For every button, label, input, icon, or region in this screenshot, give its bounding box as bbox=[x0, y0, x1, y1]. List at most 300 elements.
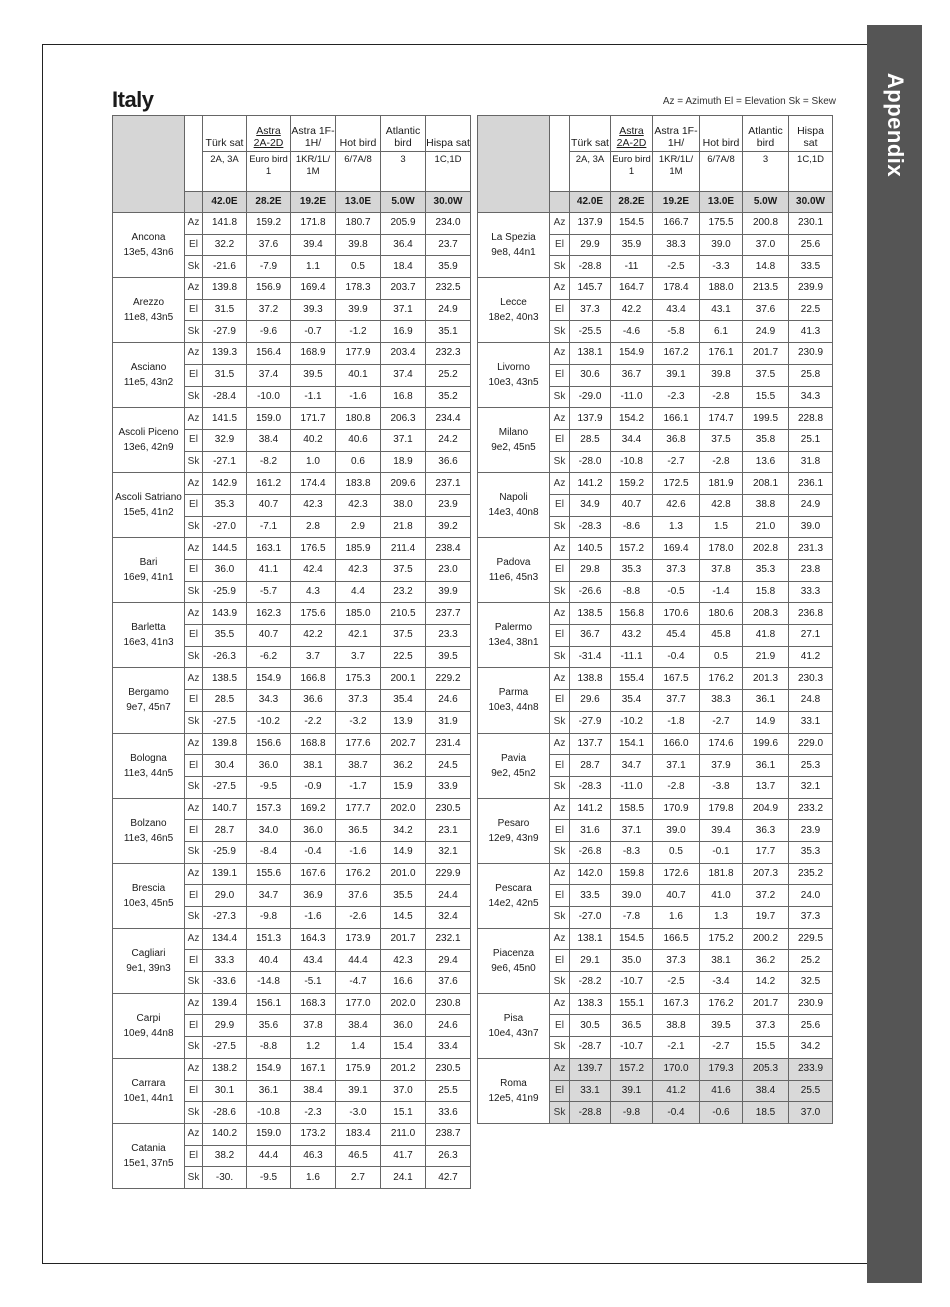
value-cell: 33.6 bbox=[426, 1102, 471, 1124]
value-cell: 209.6 bbox=[381, 473, 426, 495]
table-row bbox=[478, 603, 833, 625]
value-cell: 32.4 bbox=[426, 907, 471, 929]
right-satellite-table bbox=[477, 115, 833, 1124]
value-cell: 35.5 bbox=[203, 625, 247, 647]
param-label: Az bbox=[550, 798, 570, 820]
value-cell: 140.2 bbox=[203, 1123, 247, 1145]
value-cell: 38.3 bbox=[700, 690, 743, 712]
city-cell bbox=[113, 473, 185, 538]
orbital-position: 5.0W bbox=[743, 192, 789, 213]
value-cell: 16.9 bbox=[381, 321, 426, 343]
city-coords: 13e4, 38n1 bbox=[488, 637, 539, 649]
value-cell: -0.9 bbox=[291, 776, 336, 798]
city-name: Ancona bbox=[131, 232, 166, 244]
param-label: Az bbox=[185, 993, 203, 1015]
value-cell: 33.1 bbox=[789, 711, 833, 733]
param-label: Sk bbox=[550, 451, 570, 473]
value-cell: 2.7 bbox=[336, 1167, 381, 1189]
value-cell: 40.6 bbox=[336, 429, 381, 451]
value-cell: -11.1 bbox=[611, 646, 653, 668]
value-cell: 211.0 bbox=[381, 1123, 426, 1145]
value-cell: 24.9 bbox=[743, 321, 789, 343]
value-cell: 21.8 bbox=[381, 516, 426, 538]
value-cell: 42.3 bbox=[291, 494, 336, 516]
value-cell: -11.0 bbox=[611, 386, 653, 408]
value-cell: 18.5 bbox=[743, 1102, 789, 1124]
value-cell: 39.5 bbox=[426, 646, 471, 668]
value-cell: 25.6 bbox=[789, 1015, 833, 1037]
city-coords: 11e8, 43n5 bbox=[123, 312, 174, 324]
param-label: Sk bbox=[185, 1167, 203, 1189]
value-cell: 202.7 bbox=[381, 733, 426, 755]
value-cell: 239.9 bbox=[789, 278, 833, 300]
value-cell: -1.1 bbox=[291, 386, 336, 408]
value-cell: 134.4 bbox=[203, 928, 247, 950]
value-cell: 139.3 bbox=[203, 343, 247, 365]
city-coords: 10e3, 44n8 bbox=[488, 702, 539, 714]
satellite-subname: 2A, 3A bbox=[570, 152, 611, 192]
value-cell: 230.9 bbox=[789, 993, 833, 1015]
city-name: Carpi bbox=[136, 1012, 161, 1024]
city-cell bbox=[113, 668, 185, 733]
value-cell: 35.8 bbox=[743, 429, 789, 451]
city-coords: 13e5, 43n6 bbox=[123, 247, 174, 259]
value-cell: 1.1 bbox=[291, 256, 336, 278]
city-name: Ascoli Piceno bbox=[118, 427, 179, 439]
value-cell: 230.9 bbox=[789, 343, 833, 365]
value-cell: 33.3 bbox=[789, 581, 833, 603]
city-cell bbox=[478, 538, 550, 603]
city-cell bbox=[113, 1123, 185, 1188]
value-cell: 42.1 bbox=[336, 625, 381, 647]
value-cell: -4.7 bbox=[336, 972, 381, 994]
value-cell: 37.6 bbox=[743, 299, 789, 321]
value-cell: 39.4 bbox=[291, 234, 336, 256]
param-label: Az bbox=[185, 798, 203, 820]
city-cell bbox=[478, 863, 550, 928]
value-cell: 36.0 bbox=[247, 755, 291, 777]
value-cell: 168.8 bbox=[291, 733, 336, 755]
value-cell: 155.6 bbox=[247, 863, 291, 885]
value-cell: 26.3 bbox=[426, 1145, 471, 1167]
value-cell: -28.7 bbox=[570, 1037, 611, 1059]
param-label: El bbox=[185, 560, 203, 582]
value-cell: 34.4 bbox=[611, 429, 653, 451]
satellite-subname: 1KR/1L/ 1M bbox=[653, 152, 700, 192]
value-cell: 41.2 bbox=[789, 646, 833, 668]
value-cell: 28.5 bbox=[203, 690, 247, 712]
value-cell: 38.8 bbox=[743, 494, 789, 516]
value-cell: -27.5 bbox=[203, 776, 247, 798]
value-cell: 14.9 bbox=[743, 711, 789, 733]
param-label: Sk bbox=[550, 321, 570, 343]
param-label: Az bbox=[185, 538, 203, 560]
value-cell: 139.7 bbox=[570, 1058, 611, 1080]
value-cell: 38.4 bbox=[291, 1080, 336, 1102]
value-cell: 31.9 bbox=[426, 711, 471, 733]
city-name: Bolzano bbox=[130, 817, 167, 829]
value-cell: 156.8 bbox=[611, 603, 653, 625]
value-cell: 1.3 bbox=[700, 907, 743, 929]
value-cell: 229.5 bbox=[789, 928, 833, 950]
value-cell: -5.7 bbox=[247, 581, 291, 603]
value-cell: 176.2 bbox=[700, 993, 743, 1015]
table-row bbox=[478, 213, 833, 235]
value-cell: 33.1 bbox=[570, 1080, 611, 1102]
satellite-name: Hispa sat bbox=[789, 116, 833, 152]
table-row bbox=[113, 473, 471, 495]
param-label: El bbox=[185, 950, 203, 972]
value-cell: 36.0 bbox=[381, 1015, 426, 1037]
satellite-subname: 1C,1D bbox=[426, 152, 471, 192]
value-cell: 41.8 bbox=[743, 625, 789, 647]
param-label: Sk bbox=[550, 776, 570, 798]
value-cell: 141.8 bbox=[203, 213, 247, 235]
orbital-position: 28.2E bbox=[611, 192, 653, 213]
table-row bbox=[113, 603, 471, 625]
value-cell: 1.3 bbox=[653, 516, 700, 538]
satellite-subname: 3 bbox=[381, 152, 426, 192]
orbital-position: 30.0W bbox=[426, 192, 471, 213]
value-cell: 36.1 bbox=[247, 1080, 291, 1102]
value-cell: -3.3 bbox=[700, 256, 743, 278]
value-cell: -2.5 bbox=[653, 972, 700, 994]
value-cell: 42.8 bbox=[700, 494, 743, 516]
value-cell: 176.1 bbox=[700, 343, 743, 365]
value-cell: 34.2 bbox=[381, 820, 426, 842]
value-cell: 35.3 bbox=[203, 494, 247, 516]
value-cell: 154.5 bbox=[611, 928, 653, 950]
value-cell: 178.3 bbox=[336, 278, 381, 300]
value-cell: 237.7 bbox=[426, 603, 471, 625]
value-cell: 156.9 bbox=[247, 278, 291, 300]
value-cell: 37.2 bbox=[247, 299, 291, 321]
value-cell: 25.5 bbox=[426, 1080, 471, 1102]
value-cell: 39.0 bbox=[611, 885, 653, 907]
city-coords: 14e2, 42n5 bbox=[488, 897, 539, 909]
orbital-position: 42.0E bbox=[203, 192, 247, 213]
value-cell: 229.0 bbox=[789, 733, 833, 755]
value-cell: 38.7 bbox=[336, 755, 381, 777]
city-name: Asciano bbox=[130, 362, 167, 374]
param-label: Az bbox=[185, 1058, 203, 1080]
value-cell: 28.5 bbox=[570, 429, 611, 451]
value-cell: -0.1 bbox=[700, 841, 743, 863]
value-cell: 156.4 bbox=[247, 343, 291, 365]
value-cell: 31.8 bbox=[789, 451, 833, 473]
value-cell: 32.5 bbox=[789, 972, 833, 994]
value-cell: 183.4 bbox=[336, 1123, 381, 1145]
value-cell: 38.1 bbox=[291, 755, 336, 777]
value-cell: 181.9 bbox=[700, 473, 743, 495]
value-cell: -3.2 bbox=[336, 711, 381, 733]
value-cell: 29.0 bbox=[203, 885, 247, 907]
value-cell: 175.5 bbox=[700, 213, 743, 235]
city-name: Bari bbox=[139, 557, 158, 569]
value-cell: 168.3 bbox=[291, 993, 336, 1015]
value-cell: 235.2 bbox=[789, 863, 833, 885]
value-cell: -30. bbox=[203, 1167, 247, 1189]
city-coords: 12e9, 43n9 bbox=[488, 832, 539, 844]
value-cell: -4.6 bbox=[611, 321, 653, 343]
value-cell: 177.6 bbox=[336, 733, 381, 755]
value-cell: -8.8 bbox=[611, 581, 653, 603]
value-cell: 35.3 bbox=[611, 560, 653, 582]
param-label: El bbox=[550, 429, 570, 451]
value-cell: -8.4 bbox=[247, 841, 291, 863]
city-name: Bologna bbox=[130, 752, 167, 764]
value-cell: 35.9 bbox=[611, 234, 653, 256]
value-cell: 137.7 bbox=[570, 733, 611, 755]
value-cell: 1.5 bbox=[700, 516, 743, 538]
value-cell: 32.9 bbox=[203, 429, 247, 451]
value-cell: 1.0 bbox=[291, 451, 336, 473]
value-cell: 151.3 bbox=[247, 928, 291, 950]
value-cell: 1.4 bbox=[336, 1037, 381, 1059]
value-cell: -0.4 bbox=[653, 646, 700, 668]
value-cell: 19.7 bbox=[743, 907, 789, 929]
value-cell: 138.8 bbox=[570, 668, 611, 690]
param-label: Az bbox=[185, 603, 203, 625]
value-cell: -10.2 bbox=[611, 711, 653, 733]
satellite-subname: 2A, 3A bbox=[203, 152, 247, 192]
value-cell: -27.0 bbox=[203, 516, 247, 538]
value-cell: 37.6 bbox=[247, 234, 291, 256]
value-cell: -2.6 bbox=[336, 907, 381, 929]
value-cell: 208.3 bbox=[743, 603, 789, 625]
value-cell: 34.7 bbox=[247, 885, 291, 907]
city-name: Barletta bbox=[131, 622, 166, 634]
value-cell: 170.9 bbox=[653, 798, 700, 820]
value-cell: 180.6 bbox=[700, 603, 743, 625]
value-cell: 138.1 bbox=[570, 928, 611, 950]
value-cell: 199.5 bbox=[743, 408, 789, 430]
value-cell: 40.7 bbox=[247, 625, 291, 647]
value-cell: 35.3 bbox=[743, 560, 789, 582]
city-cell bbox=[478, 928, 550, 993]
value-cell: 157.2 bbox=[611, 538, 653, 560]
value-cell: -1.2 bbox=[336, 321, 381, 343]
param-label: El bbox=[185, 690, 203, 712]
value-cell: -28.6 bbox=[203, 1102, 247, 1124]
city-cell bbox=[478, 798, 550, 863]
value-cell: 36.9 bbox=[291, 885, 336, 907]
value-cell: 140.7 bbox=[203, 798, 247, 820]
table-row bbox=[478, 863, 833, 885]
value-cell: 37.4 bbox=[381, 364, 426, 386]
param-label: El bbox=[550, 755, 570, 777]
value-cell: 166.0 bbox=[653, 733, 700, 755]
param-label: Az bbox=[185, 473, 203, 495]
param-label: El bbox=[185, 494, 203, 516]
value-cell: -10.7 bbox=[611, 1037, 653, 1059]
satellite-name: Astra 1F-1H/ bbox=[291, 116, 336, 152]
value-cell: 139.4 bbox=[203, 993, 247, 1015]
value-cell: 141.2 bbox=[570, 473, 611, 495]
value-cell: 38.4 bbox=[743, 1080, 789, 1102]
value-cell: 143.9 bbox=[203, 603, 247, 625]
value-cell: -25.9 bbox=[203, 581, 247, 603]
city-cell bbox=[113, 798, 185, 863]
value-cell: 24.6 bbox=[426, 1015, 471, 1037]
param-header-cell bbox=[185, 116, 203, 192]
value-cell: 171.8 bbox=[291, 213, 336, 235]
value-cell: -1.7 bbox=[336, 776, 381, 798]
value-cell: 37.5 bbox=[381, 625, 426, 647]
orbital-position: 30.0W bbox=[789, 192, 833, 213]
value-cell: 40.7 bbox=[653, 885, 700, 907]
value-cell: 32.1 bbox=[789, 776, 833, 798]
value-cell: 41.2 bbox=[653, 1080, 700, 1102]
value-cell: 34.3 bbox=[247, 690, 291, 712]
city-cell bbox=[478, 408, 550, 473]
city-cell bbox=[113, 1058, 185, 1123]
value-cell: 176.2 bbox=[700, 668, 743, 690]
value-cell: 232.3 bbox=[426, 343, 471, 365]
city-cell bbox=[478, 603, 550, 668]
table-row bbox=[478, 928, 833, 950]
value-cell: 166.1 bbox=[653, 408, 700, 430]
satellite-name: Astra 2A-2D bbox=[247, 116, 291, 152]
value-cell: 234.4 bbox=[426, 408, 471, 430]
satellite-subname: 1C,1D bbox=[789, 152, 833, 192]
value-cell: 42.7 bbox=[426, 1167, 471, 1189]
param-label: Sk bbox=[185, 516, 203, 538]
value-cell: 35.1 bbox=[426, 321, 471, 343]
satellite-subname: Euro bird 1 bbox=[611, 152, 653, 192]
param-label: Sk bbox=[185, 646, 203, 668]
city-name: Carrara bbox=[131, 1077, 166, 1089]
value-cell: 177.9 bbox=[336, 343, 381, 365]
city-cell bbox=[478, 733, 550, 798]
value-cell: 202.0 bbox=[381, 993, 426, 1015]
param-label: Sk bbox=[185, 776, 203, 798]
page-title: Italy bbox=[112, 87, 154, 112]
value-cell: 179.8 bbox=[700, 798, 743, 820]
value-cell: 37.1 bbox=[381, 299, 426, 321]
value-cell: 31.5 bbox=[203, 364, 247, 386]
param-label: Az bbox=[185, 733, 203, 755]
value-cell: 154.9 bbox=[247, 1058, 291, 1080]
value-cell: 15.5 bbox=[743, 386, 789, 408]
value-cell: -9.6 bbox=[247, 321, 291, 343]
value-cell: 176.5 bbox=[291, 538, 336, 560]
param-label: Sk bbox=[185, 256, 203, 278]
value-cell: 36.1 bbox=[743, 690, 789, 712]
value-cell: 42.3 bbox=[336, 494, 381, 516]
table-row bbox=[478, 538, 833, 560]
value-cell: 2.8 bbox=[291, 516, 336, 538]
value-cell: -28.3 bbox=[570, 776, 611, 798]
value-cell: 236.1 bbox=[789, 473, 833, 495]
value-cell: 29.9 bbox=[203, 1015, 247, 1037]
value-cell: 35.5 bbox=[381, 885, 426, 907]
value-cell: 137.9 bbox=[570, 213, 611, 235]
city-cell bbox=[113, 993, 185, 1058]
table-row bbox=[113, 668, 471, 690]
value-cell: 22.5 bbox=[381, 646, 426, 668]
value-cell: 39.5 bbox=[291, 364, 336, 386]
satellite-name: Hot bird bbox=[336, 116, 381, 152]
value-cell: 164.3 bbox=[291, 928, 336, 950]
value-cell: -2.8 bbox=[653, 776, 700, 798]
param-label: Sk bbox=[550, 1102, 570, 1124]
value-cell: 39.8 bbox=[700, 364, 743, 386]
value-cell: 39.9 bbox=[426, 581, 471, 603]
value-cell: 33.4 bbox=[426, 1037, 471, 1059]
value-cell: 37.4 bbox=[247, 364, 291, 386]
value-cell: -28.2 bbox=[570, 972, 611, 994]
value-cell: 177.7 bbox=[336, 798, 381, 820]
appendix-side-label bbox=[867, 30, 922, 220]
value-cell: 156.1 bbox=[247, 993, 291, 1015]
value-cell: 202.0 bbox=[381, 798, 426, 820]
param-label: Sk bbox=[550, 841, 570, 863]
value-cell: 30.5 bbox=[570, 1015, 611, 1037]
param-label: Sk bbox=[550, 646, 570, 668]
param-label: Sk bbox=[185, 1037, 203, 1059]
value-cell: 138.3 bbox=[570, 993, 611, 1015]
param-label: Sk bbox=[550, 516, 570, 538]
param-label: El bbox=[185, 885, 203, 907]
value-cell: 43.1 bbox=[700, 299, 743, 321]
value-cell: 233.2 bbox=[789, 798, 833, 820]
value-cell: 25.6 bbox=[789, 234, 833, 256]
satellite-name: Atlantic bird bbox=[743, 116, 789, 152]
value-cell: 170.6 bbox=[653, 603, 700, 625]
city-name: Parma bbox=[498, 687, 529, 699]
city-name: Brescia bbox=[131, 882, 166, 894]
value-cell: 15.8 bbox=[743, 581, 789, 603]
param-label: Sk bbox=[185, 581, 203, 603]
value-cell: 229.2 bbox=[426, 668, 471, 690]
value-cell: 29.8 bbox=[570, 560, 611, 582]
value-cell: -0.4 bbox=[291, 841, 336, 863]
value-cell: -1.6 bbox=[336, 841, 381, 863]
value-cell: 173.2 bbox=[291, 1123, 336, 1145]
value-cell: -27.3 bbox=[203, 907, 247, 929]
value-cell: 40.7 bbox=[247, 494, 291, 516]
value-cell: 201.7 bbox=[743, 343, 789, 365]
param-label: Az bbox=[550, 928, 570, 950]
value-cell: 140.5 bbox=[570, 538, 611, 560]
param-label: Sk bbox=[185, 386, 203, 408]
city-cell bbox=[113, 213, 185, 278]
param-label: Sk bbox=[185, 711, 203, 733]
value-cell: 180.8 bbox=[336, 408, 381, 430]
value-cell: 38.2 bbox=[203, 1145, 247, 1167]
value-cell: 24.0 bbox=[789, 885, 833, 907]
value-cell: 36.5 bbox=[336, 820, 381, 842]
value-cell: 36.7 bbox=[611, 364, 653, 386]
value-cell: 174.6 bbox=[700, 733, 743, 755]
table-row bbox=[478, 798, 833, 820]
value-cell: 183.8 bbox=[336, 473, 381, 495]
city-name: Livorno bbox=[497, 362, 530, 374]
satellite-name: Türk sat bbox=[570, 116, 611, 152]
value-cell: 173.9 bbox=[336, 928, 381, 950]
value-cell: 37.8 bbox=[700, 560, 743, 582]
value-cell: 203.4 bbox=[381, 343, 426, 365]
value-cell: 36.3 bbox=[743, 820, 789, 842]
value-cell: -10.0 bbox=[247, 386, 291, 408]
value-cell: 154.5 bbox=[611, 213, 653, 235]
value-cell: -10.8 bbox=[611, 451, 653, 473]
param-label: Az bbox=[185, 408, 203, 430]
value-cell: 46.5 bbox=[336, 1145, 381, 1167]
value-cell: 169.2 bbox=[291, 798, 336, 820]
value-cell: 1.2 bbox=[291, 1037, 336, 1059]
